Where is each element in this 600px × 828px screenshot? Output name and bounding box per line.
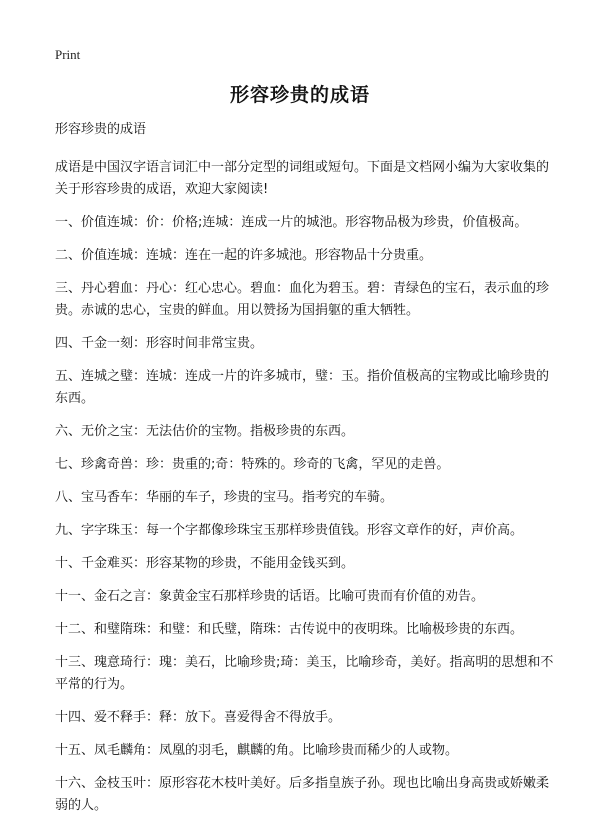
document-body (55, 119, 555, 828)
idiom-item: 九、字字珠玉：每一个字都像珍珠宝玉那样珍贵值钱。形容文章作的好，声价高。 (55, 523, 524, 538)
idiom-item: 十、千金难买：形容某物的珍贵，不能用金钱买到。 (55, 556, 355, 571)
document-title: 形容珍贵的成语 (229, 84, 370, 106)
idiom-item: 十五、凤毛麟角：凤凰的羽毛，麒麟的角。比喻珍贵而稀少的人或物。 (55, 743, 459, 758)
idiom-item: 二、价值连城：连城：连在一起的许多城池。形容物品十分贵重。 (55, 248, 433, 263)
idiom-item: 七、珍禽奇兽：珍：贵重的;奇：特殊的。珍奇的飞禽，罕见的走兽。 (55, 457, 450, 472)
idiom-item: 十六、金枝玉叶：原形容花木枝叶美好。后多指皇族子孙。现也比喻出身高贵或娇嫩柔弱的人。 (55, 776, 550, 813)
idiom-item: 十三、瑰意琦行：瑰：美石，比喻珍贵;琦：美玉，比喻珍奇，美好。指高明的思想和不平常的行为。 (55, 655, 554, 692)
document-subtitle: 形容珍贵的成语 (55, 122, 147, 137)
idiom-item: 十四、爱不释手：释：放下。喜爱得舍不得放手。 (55, 710, 342, 725)
idiom-item: 十二、和璧隋珠：和璧：和氏璧，隋珠：古传说中的夜明珠。比喻极珍贵的东西。 (55, 622, 524, 637)
idiom-item: 三、丹心碧血：丹心：红心忠心。碧血：血化为碧玉。碧：青绿色的宝石，表示血的珍贵。赤诚的忠心，宝贵的鲜血。用以赞扬为国捐躯的重大牺牲。 (55, 281, 550, 318)
print-link[interactable]: Print (55, 47, 81, 62)
idiom-item: 十一、金石之言：象黄金宝石那样珍贵的话语。比喻可贵而有价值的劝告。 (55, 589, 485, 604)
idiom-item: 四、千金一刻：形容时间非常宝贵。 (55, 336, 264, 351)
idiom-item: 五、连城之璧：连城：连成一片的许多城市，璧：玉。指价值极高的宝物或比喻珍贵的东西。 (55, 369, 550, 406)
intro-paragraph: 成语是中国汉字语言词汇中一部分定型的词组或短句。下面是文档网小编为大家收集的关于形容珍贵的成语，欢迎大家阅读! (55, 160, 550, 197)
idiom-item: 八、宝马香车：华丽的车子，珍贵的宝马。指考究的车骑。 (55, 490, 394, 505)
idiom-item: 六、无价之宝：无法估价的宝物。指极珍贵的东西。 (55, 424, 355, 439)
idiom-item: 一、价值连城：价：价格;连城：连成一片的城池。形容物品极为珍贵，价值极高。 (55, 215, 528, 230)
